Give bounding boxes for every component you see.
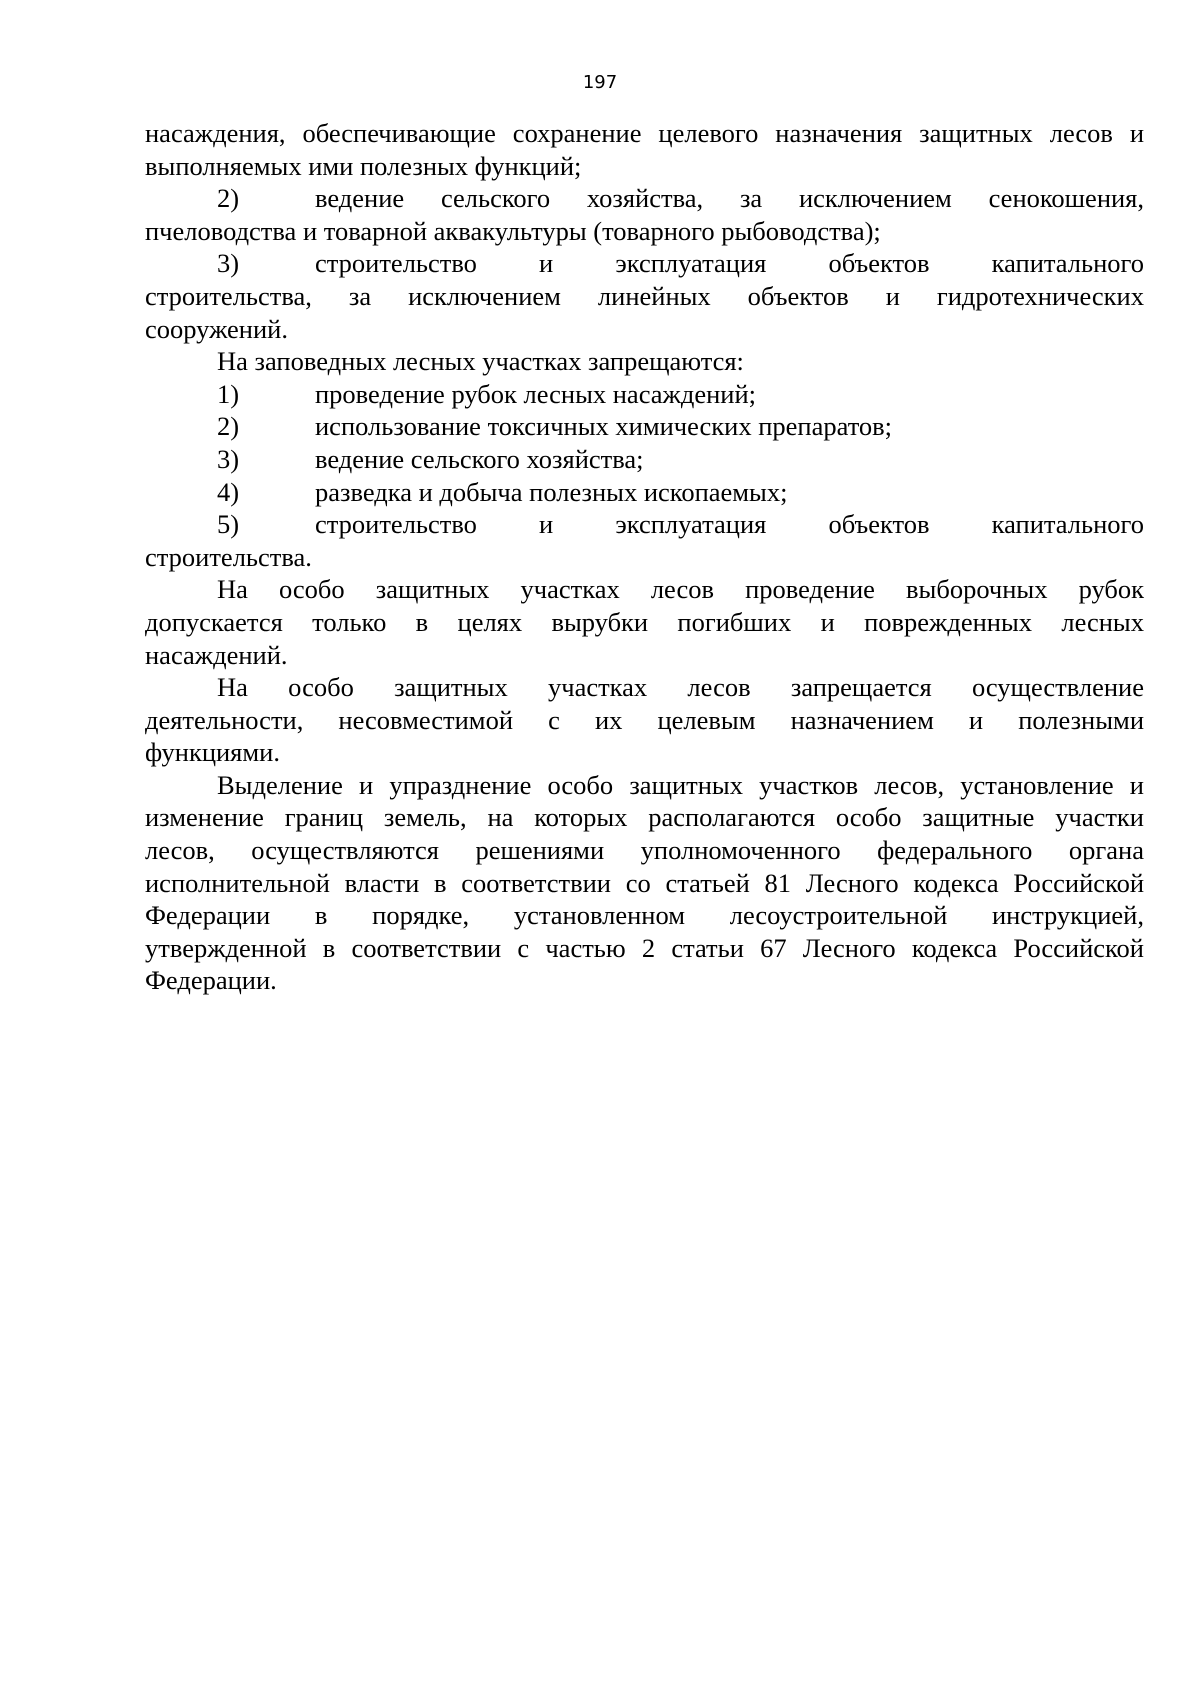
- list-item: [145, 443, 1144, 476]
- text-line: допускается только в целях вырубки погибших и поврежденных лесных: [145, 606, 1144, 637]
- text-line: изменение границ земель, на которых располагаются особо защитные участки: [145, 802, 1144, 833]
- list-item-number: 2): [217, 411, 240, 442]
- text-line: сооружений.: [145, 313, 288, 344]
- list-item-number: 2): [217, 183, 240, 214]
- list-item-number: 4): [217, 476, 240, 507]
- list-item-text: разведка и добыча полезных ископаемых;: [315, 476, 788, 507]
- list-item-number: 3): [217, 248, 240, 279]
- paragraph-heading: На заповедных лесных участках запрещаются:: [217, 346, 744, 377]
- page-number: 197: [582, 72, 618, 93]
- text-line: Федерации в порядке, установленном лесоустроительной инструкцией,: [145, 900, 1144, 931]
- text-line: насаждения, обеспечивающие сохранение целевого назначения защитных лесов и: [145, 118, 1144, 148]
- text-line: пчеловодства и товарной аквакультуры (товарного рыбоводства);: [145, 215, 881, 246]
- list-item: [145, 508, 1144, 541]
- list-item-text: проведение рубок лесных насаждений;: [315, 378, 757, 409]
- list-item: [145, 247, 1144, 280]
- list-item: [145, 410, 1144, 443]
- text-line: На особо защитных участках лесов запрещается осуществление: [217, 672, 1144, 703]
- list-item: [145, 476, 1144, 509]
- list-item-number: 5): [217, 509, 240, 540]
- document-body: [145, 117, 1144, 997]
- text-line: строительства, за исключением линейных объектов и гидротехнических: [145, 280, 1144, 311]
- list-item-text: строительство и эксплуатация объектов капитального: [315, 248, 1144, 279]
- text-line: Выделение и упразднение особо защитных участков лесов, установление и: [217, 769, 1144, 800]
- text-line: деятельности, несовместимой с их целевым назначением и полезными: [145, 704, 1144, 735]
- list-item-text: ведение сельского хозяйства, за исключением сенокошения,: [315, 183, 1144, 214]
- text-line: Федерации.: [145, 965, 277, 996]
- list-item: [145, 378, 1144, 411]
- text-line: выполняемых ими полезных функций;: [145, 150, 582, 181]
- list-item-text: строительство и эксплуатация объектов капитального: [315, 509, 1144, 540]
- list-item-text: ведение сельского хозяйства;: [315, 443, 644, 474]
- list-item: [145, 182, 1144, 215]
- text-line: строительства.: [145, 541, 312, 572]
- text-line: насаждений.: [145, 639, 288, 670]
- list-item-text: использование токсичных химических препаратов;: [315, 411, 893, 442]
- list-item-number: 1): [217, 378, 240, 409]
- text-line: функциями.: [145, 737, 280, 768]
- text-line: лесов, осуществляются решениями уполномоченного федерального органа: [145, 835, 1144, 866]
- list-item-number: 3): [217, 443, 240, 474]
- text-line: исполнительной власти в соответствии со статьей 81 Лесного кодекса Российской: [145, 867, 1144, 898]
- text-line: утвержденной в соответствии с частью 2 статьи 67 Лесного кодекса Российской: [145, 932, 1144, 963]
- text-line: На особо защитных участках лесов проведение выборочных рубок: [217, 574, 1144, 605]
